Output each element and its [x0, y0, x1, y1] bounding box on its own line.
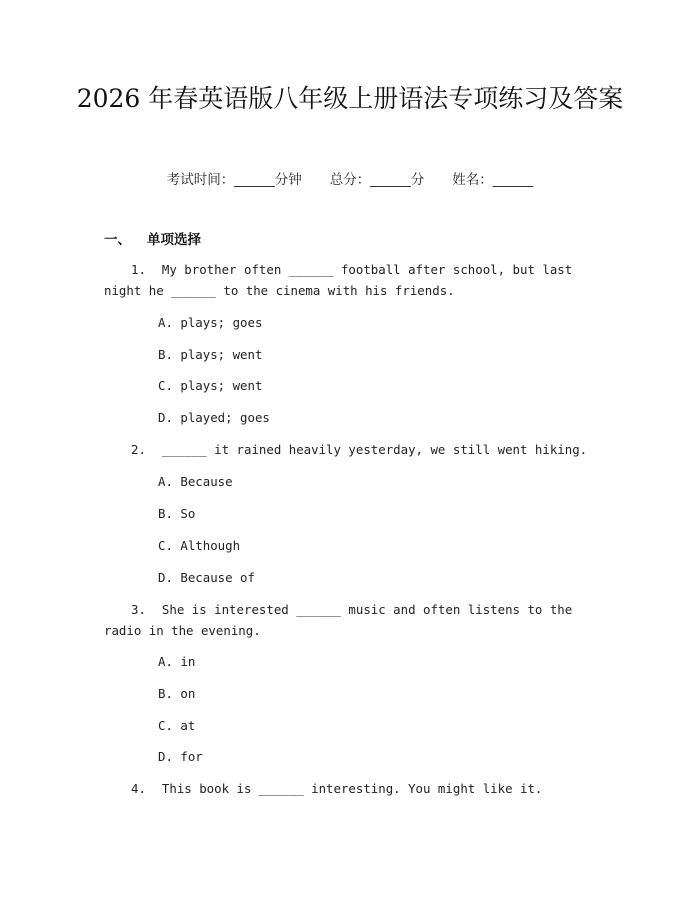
option-2c: C. Although [158, 538, 241, 553]
question-number: 2. [131, 442, 146, 457]
option-1b: B. plays; went [158, 347, 263, 362]
option-2a: A. Because [158, 474, 233, 489]
question-number: 3. [131, 602, 146, 617]
student-name-field: 姓名：______ [452, 172, 534, 188]
question-4 [104, 778, 598, 799]
option-3d: D. for [158, 749, 203, 764]
option-2b: B. So [158, 506, 196, 521]
exam-time-field: 考试时间：______分钟 [166, 172, 302, 188]
question-text: This book is ______ interesting. You might like it. [161, 781, 543, 796]
question-text: ______ it rained heavily yesterday, we still went hiking. [161, 442, 588, 457]
question-text: My brother often ______ football after school, but last night he ______ to the cinema with his friends. [104, 262, 573, 298]
option-1d: D. played; goes [158, 410, 270, 425]
option-2d: D. Because of [158, 570, 255, 585]
question-number: 1. [131, 262, 146, 277]
option-3a: A. in [158, 654, 196, 669]
option-1a: A. plays; goes [158, 315, 263, 330]
question-2 [104, 439, 598, 460]
question-3 [104, 599, 598, 641]
section-number: 一、 [104, 232, 131, 248]
total-score-field: 总分：______分 [329, 172, 425, 188]
section-title: 单项选择 [147, 232, 201, 248]
document-title: 2026 年春英语版八年级上册语法专项练习及答案 [76, 84, 624, 113]
option-1c: C. plays; went [158, 378, 263, 393]
option-3c: C. at [158, 718, 196, 733]
question-1 [104, 259, 598, 301]
question-number: 4. [131, 781, 146, 796]
option-3b: B. on [158, 686, 196, 701]
question-text: She is interested ______ music and often listens to the radio in the evening. [104, 602, 573, 638]
exam-info-line [0, 168, 700, 188]
section-heading [104, 228, 201, 248]
